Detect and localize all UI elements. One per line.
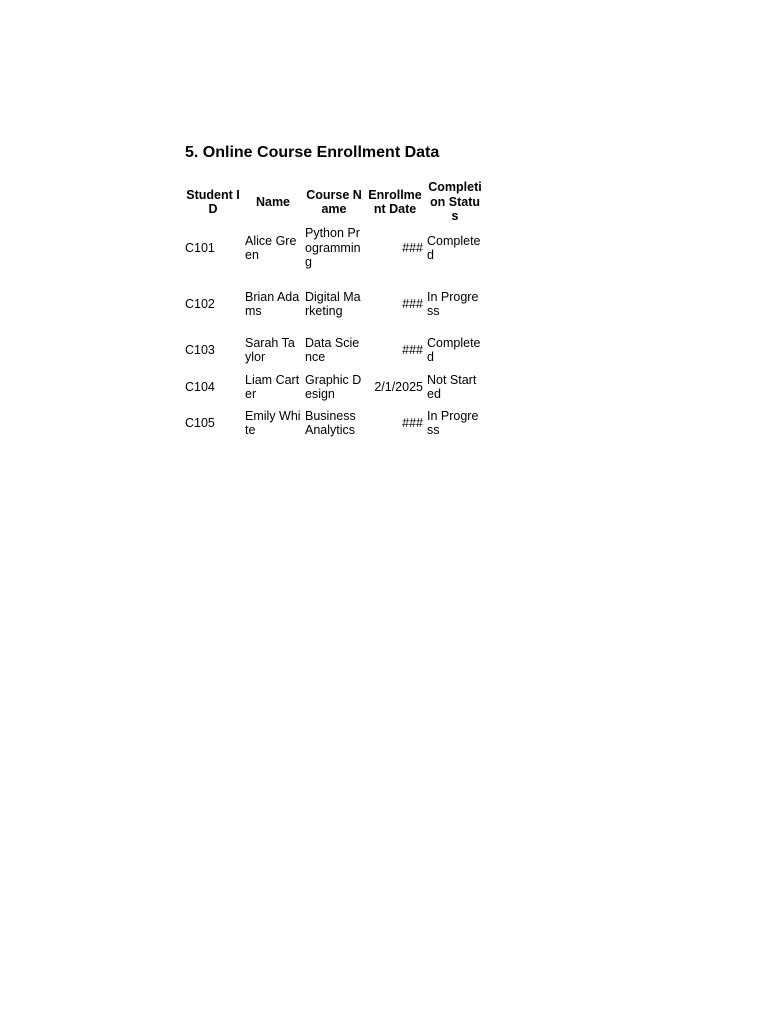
enrollment-table (183, 180, 485, 441)
table-row (183, 331, 485, 369)
cell-enrollment-date: 2/1/2025 (374, 379, 423, 394)
header-student-id: Student ID (186, 187, 240, 216)
table-header-row (183, 180, 485, 224)
header-completion-status: Completion Status (428, 180, 482, 224)
cell-completion-status: In Progress (427, 408, 479, 437)
cell-enrollment-date: ### (402, 296, 423, 311)
cell-course-name: Graphic Design (305, 372, 362, 401)
cell-completion-status: Not Started (427, 372, 477, 401)
table-row (183, 405, 485, 441)
cell-enrollment-date: ### (402, 240, 423, 255)
cell-course-name: Data Science (305, 335, 360, 364)
cell-course-name: Digital Marketing (305, 289, 361, 318)
cell-name: Alice Green (245, 233, 297, 262)
header-name: Name (255, 194, 291, 209)
cell-enrollment-date: ### (402, 342, 423, 357)
cell-course-name: Business Analytics (305, 408, 356, 437)
cell-name: Sarah Taylor (245, 335, 295, 364)
cell-course-name: Python Programming (305, 226, 361, 270)
cell-name: Brian Adams (245, 289, 300, 318)
cell-student-id: C102 (185, 296, 215, 311)
cell-name: Emily White (245, 408, 301, 437)
cell-completion-status: Completed (427, 335, 481, 364)
cell-student-id: C105 (185, 415, 215, 430)
table-row (183, 369, 485, 405)
table-row (183, 219, 485, 277)
cell-enrollment-date: ### (402, 415, 423, 430)
cell-student-id: C104 (185, 379, 215, 394)
cell-student-id: C101 (185, 240, 215, 255)
cell-completion-status: Completed (427, 233, 481, 262)
header-course-name: Course Name (306, 187, 362, 216)
cell-completion-status: In Progress (427, 289, 479, 318)
page-title: 5. Online Course Enrollment Data (185, 144, 440, 161)
cell-student-id: C103 (185, 342, 215, 357)
table-row (183, 277, 485, 331)
header-enrollment-date: Enrollment Date (368, 187, 422, 216)
cell-name: Liam Carter (245, 372, 300, 401)
